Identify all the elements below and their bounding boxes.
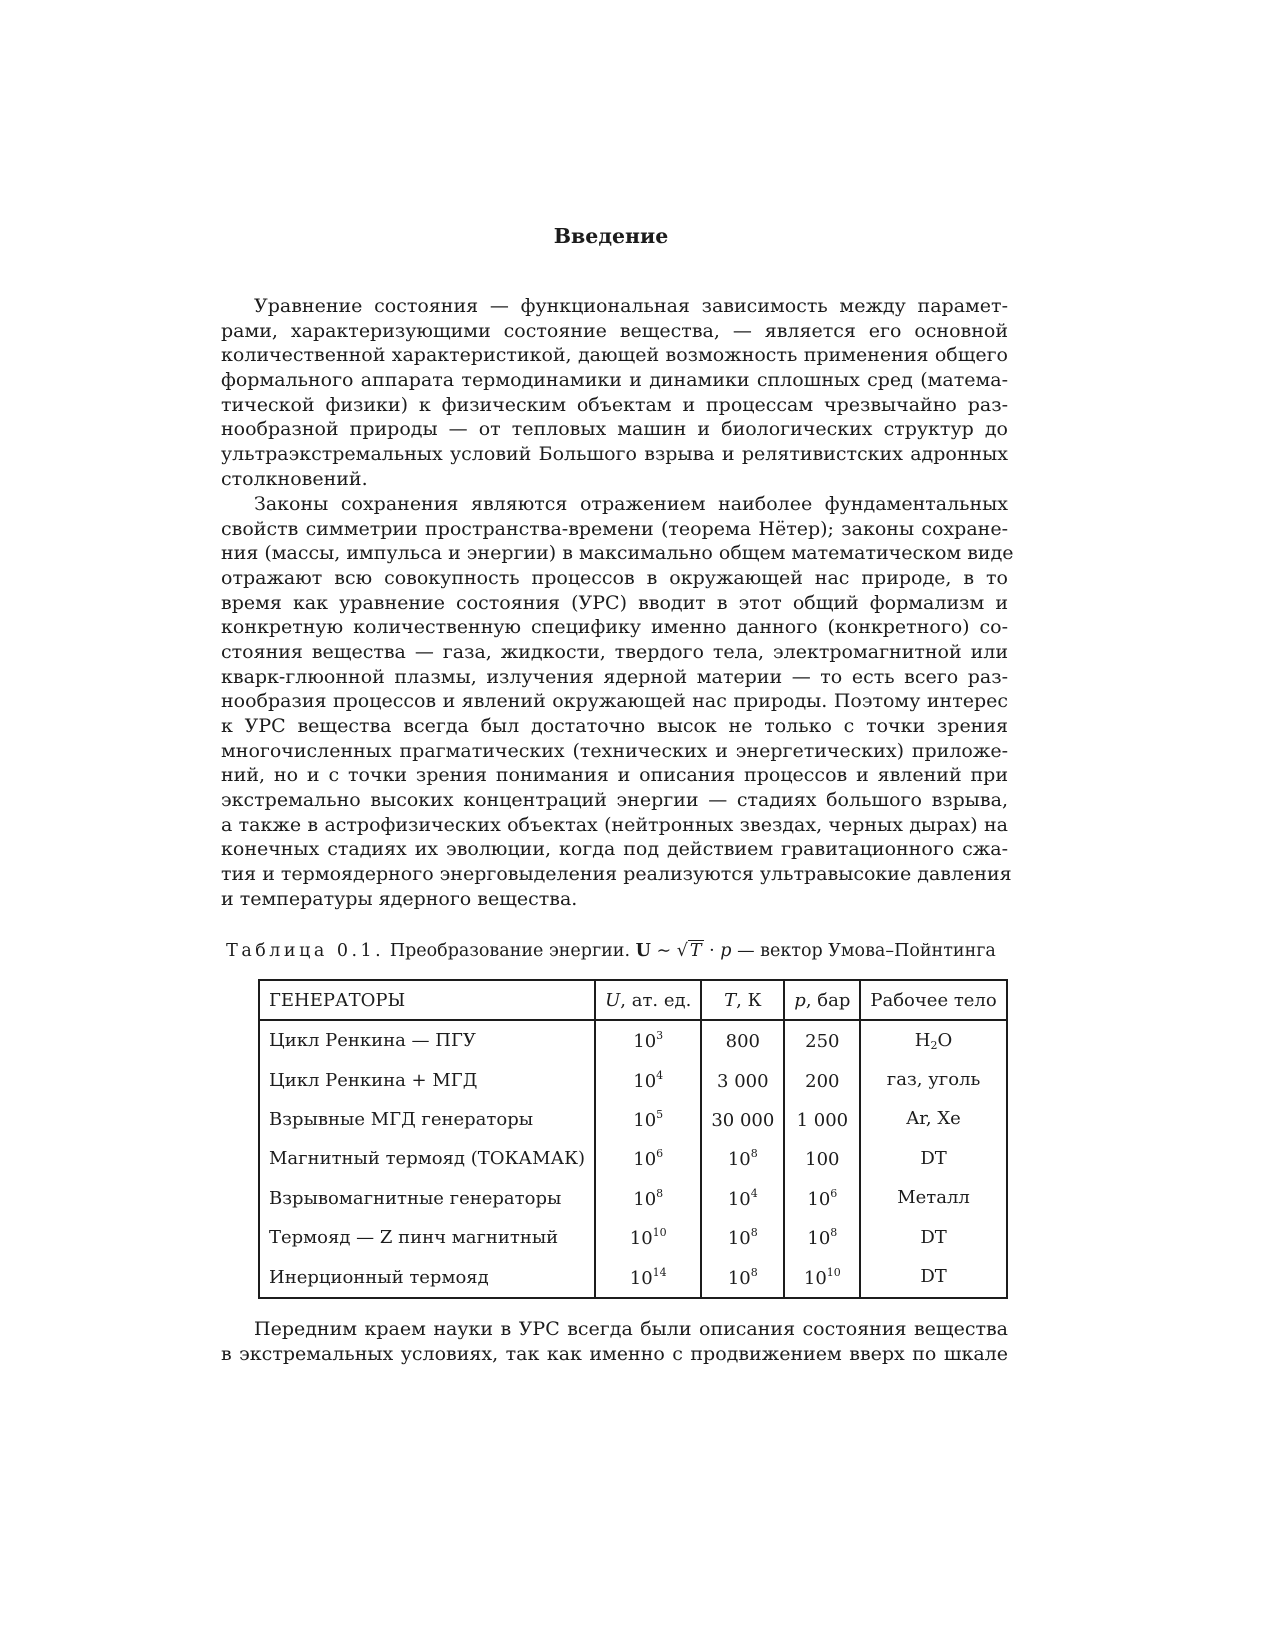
paragraph-2 xyxy=(221,492,1014,911)
text-line: рами, характеризующими состояние вещества, — является его основной xyxy=(221,319,1008,342)
cell-p xyxy=(784,1100,860,1139)
header-t-var: T xyxy=(724,989,737,1011)
header-p-var: p xyxy=(794,989,806,1011)
text-line: нообразия процессов и явлений окружающей нас природы. Поэтому интерес xyxy=(221,690,1008,713)
p-exp: 10 xyxy=(826,1265,841,1279)
text-line: время как уравнение состояния (УРС) вводит в этот общий формализм и xyxy=(221,591,1008,614)
u-base: 10 xyxy=(633,1031,657,1053)
cell-u xyxy=(595,1060,701,1099)
header-u xyxy=(595,980,701,1020)
sqrt-sign: √ xyxy=(676,941,688,961)
header-p xyxy=(784,980,860,1020)
body-main: Металл xyxy=(897,1187,970,1209)
cell-working-body xyxy=(860,1257,1006,1297)
cell-p xyxy=(784,1179,860,1218)
table-row xyxy=(259,1257,1007,1297)
text-line: тической физики) к физическим объектам и процессам чрезвычайно раз- xyxy=(221,393,1008,416)
text-line: и температуры ядерного вещества. xyxy=(221,887,578,910)
t-base: 10 xyxy=(727,1149,751,1171)
u-exp: 6 xyxy=(656,1147,664,1161)
text-line: в экстремальных условиях, так как именно с продвижением вверх по шкале xyxy=(221,1342,1008,1365)
cell-p xyxy=(784,1020,860,1060)
cell-p xyxy=(784,1139,860,1178)
u-exp: 8 xyxy=(656,1186,664,1200)
cell-generator: Магнитный термояд (ТОКАМАК) xyxy=(259,1139,595,1178)
energy-conversion-table xyxy=(258,979,1008,1299)
t-base: 10 xyxy=(727,1228,751,1250)
cell-generator: Термояд — Z пинч магнитный xyxy=(259,1218,595,1257)
cell-t xyxy=(701,1179,784,1218)
text-line: количественной характеристикой, дающей возможность применения общего xyxy=(221,344,1008,367)
t-exp: 8 xyxy=(750,1265,758,1279)
sqrt-expression xyxy=(677,941,704,961)
section-title: Введение xyxy=(553,224,669,248)
text-line: ультраэкстремальных условий Большого взрыва и релятивистских адронных xyxy=(221,442,1008,465)
t-base: 800 xyxy=(725,1031,760,1053)
cell-generator: Цикл Ренкина + МГД xyxy=(259,1060,595,1099)
header-t xyxy=(701,980,784,1020)
t-base: 30 000 xyxy=(711,1109,775,1131)
u-base: 10 xyxy=(633,1149,657,1171)
t-exp: 8 xyxy=(750,1226,758,1240)
t-base: 10 xyxy=(727,1267,751,1289)
p-base: 250 xyxy=(805,1031,840,1053)
u-base: 10 xyxy=(633,1109,657,1131)
cell-p xyxy=(784,1218,860,1257)
cell-working-body xyxy=(860,1179,1006,1218)
vector-u-symbol: U xyxy=(635,941,651,961)
table-row xyxy=(259,1139,1007,1178)
caption-text: Преобразование энергии. xyxy=(389,941,631,961)
cell-working-body xyxy=(860,1060,1006,1099)
text-line: к УРС вещества всегда был достаточно высок не только с точки зрения xyxy=(221,714,1008,737)
header-p-unit: , бар xyxy=(805,989,851,1011)
u-exp: 10 xyxy=(652,1226,667,1240)
p-exp: 8 xyxy=(830,1226,838,1240)
cell-working-body xyxy=(860,1218,1006,1257)
u-exp: 14 xyxy=(652,1265,667,1279)
text-line: конкретную количественную специфику именно данного (конкретного) со- xyxy=(221,616,1008,639)
t-base: 3 000 xyxy=(717,1070,769,1092)
text-line: нообразной природы — от тепловых машин и биологических структур до xyxy=(221,418,1008,441)
table-row xyxy=(259,1218,1007,1257)
text-line: конечных стадиях их эволюции, когда под действием гравитационного сжа- xyxy=(221,838,1008,861)
paragraph-3 xyxy=(221,1317,1008,1366)
cell-generator: Взрывомагнитные генераторы xyxy=(259,1179,595,1218)
cell-u xyxy=(595,1257,701,1297)
cell-u xyxy=(595,1218,701,1257)
table-row xyxy=(259,1060,1007,1099)
caption-text-after: — вектор Умова–Пойнтинга xyxy=(737,941,996,961)
cell-u xyxy=(595,1139,701,1178)
cell-p xyxy=(784,1060,860,1099)
text-line: свойств симметрии пространства-времени (теорема Нётер); законы сохране- xyxy=(221,517,1008,540)
cell-generator: Цикл Ренкина — ПГУ xyxy=(259,1020,595,1060)
u-base: 10 xyxy=(629,1267,653,1289)
header-generators: ГЕНЕРАТОРЫ xyxy=(259,980,595,1020)
p-base: 10 xyxy=(807,1188,831,1210)
u-exp: 3 xyxy=(656,1029,664,1043)
p-base: 10 xyxy=(803,1267,827,1289)
sqrt-radicand: T xyxy=(689,941,702,961)
body-main: газ, уголь xyxy=(886,1069,981,1091)
cell-t xyxy=(701,1060,784,1099)
text-line: ний, но и с точки зрения понимания и описания процессов и явлений при xyxy=(221,764,1008,787)
text-line: ния (массы, импульса и энергии) в максимально общем математическом виде xyxy=(221,542,1014,565)
table-label: Таблица 0.1. xyxy=(226,941,385,961)
cell-u xyxy=(595,1100,701,1139)
u-exp: 4 xyxy=(656,1068,664,1082)
text-line: отражают всю совокупность процессов в окружающей нас природе, в то xyxy=(221,566,1008,589)
cell-t xyxy=(701,1020,784,1060)
text-line: Законы сохранения являются отражением наиболее фундаментальных xyxy=(254,493,1008,515)
paragraph-1 xyxy=(221,294,1008,491)
cell-t xyxy=(701,1139,784,1178)
text-line: многочисленных прагматических (технических и энергетических) приложе- xyxy=(221,739,1008,762)
relation-symbol: ∼ xyxy=(656,941,672,961)
cell-working-body xyxy=(860,1139,1006,1178)
body-main: Ar, Xe xyxy=(906,1108,961,1130)
t-exp: 4 xyxy=(750,1186,758,1200)
text-line: столкновений. xyxy=(221,467,368,490)
cell-generator: Взрывные МГД генераторы xyxy=(259,1100,595,1139)
text-line: Уравнение состояния — функциональная зависимость между парамет- xyxy=(254,295,1008,317)
table-row xyxy=(259,1179,1007,1218)
body-tail: O xyxy=(937,1029,953,1051)
dot-symbol: · xyxy=(709,941,715,961)
text-line: стояния вещества — газа, жидкости, твердого тела, электромагнитной или xyxy=(221,640,1008,663)
u-exp: 5 xyxy=(656,1107,664,1121)
cell-t xyxy=(701,1100,784,1139)
t-base: 10 xyxy=(727,1188,751,1210)
header-u-var: U xyxy=(605,989,621,1011)
text-line: Передним краем науки в УРС всегда были описания состояния вещества xyxy=(254,1318,1008,1340)
cell-t xyxy=(701,1218,784,1257)
text-line: экстремально высоких концентраций энергии — стадиях большого взрыва, xyxy=(221,788,1008,811)
p-base: 10 xyxy=(807,1228,831,1250)
cell-generator: Инерционный термояд xyxy=(259,1257,595,1297)
text-line: кварк-глюонной плазмы, излучения ядерной материи — то есть всего раз- xyxy=(221,665,1008,688)
header-working-body: Рабочее тело xyxy=(860,980,1006,1020)
u-base: 10 xyxy=(633,1070,657,1092)
table-row xyxy=(259,1020,1007,1060)
cell-u xyxy=(595,1179,701,1218)
header-t-unit: , К xyxy=(736,989,762,1011)
cell-u xyxy=(595,1020,701,1060)
table-caption xyxy=(0,941,1222,961)
cell-working-body xyxy=(860,1020,1006,1060)
u-base: 10 xyxy=(633,1188,657,1210)
p-base: 1 000 xyxy=(796,1109,849,1131)
body-main: DT xyxy=(920,1266,947,1288)
p-base: 200 xyxy=(805,1070,840,1092)
body-sub: 2 xyxy=(930,1038,938,1052)
body-main: DT xyxy=(920,1147,947,1169)
cell-t xyxy=(701,1257,784,1297)
cell-working-body xyxy=(860,1100,1006,1139)
cell-p xyxy=(784,1257,860,1297)
p-exp: 6 xyxy=(830,1186,838,1200)
text-line: формального аппарата термодинамики и динамики сплошных сред (матема- xyxy=(221,368,1008,391)
body-main: DT xyxy=(920,1226,947,1248)
table-row xyxy=(259,1100,1007,1139)
body-main: H xyxy=(914,1029,931,1051)
table-header-row xyxy=(259,980,1007,1020)
t-exp: 8 xyxy=(750,1147,758,1161)
header-u-unit: , ат. ед. xyxy=(620,989,692,1011)
text-line: а также в астрофизических объектах (нейтронных звездах, черных дырах) на xyxy=(221,813,1008,836)
pressure-symbol: p xyxy=(720,941,732,961)
p-base: 100 xyxy=(805,1149,840,1171)
u-base: 10 xyxy=(629,1228,653,1250)
text-line: тия и термоядерного энерговыделения реализуются ультравысокие давления xyxy=(221,862,1012,885)
